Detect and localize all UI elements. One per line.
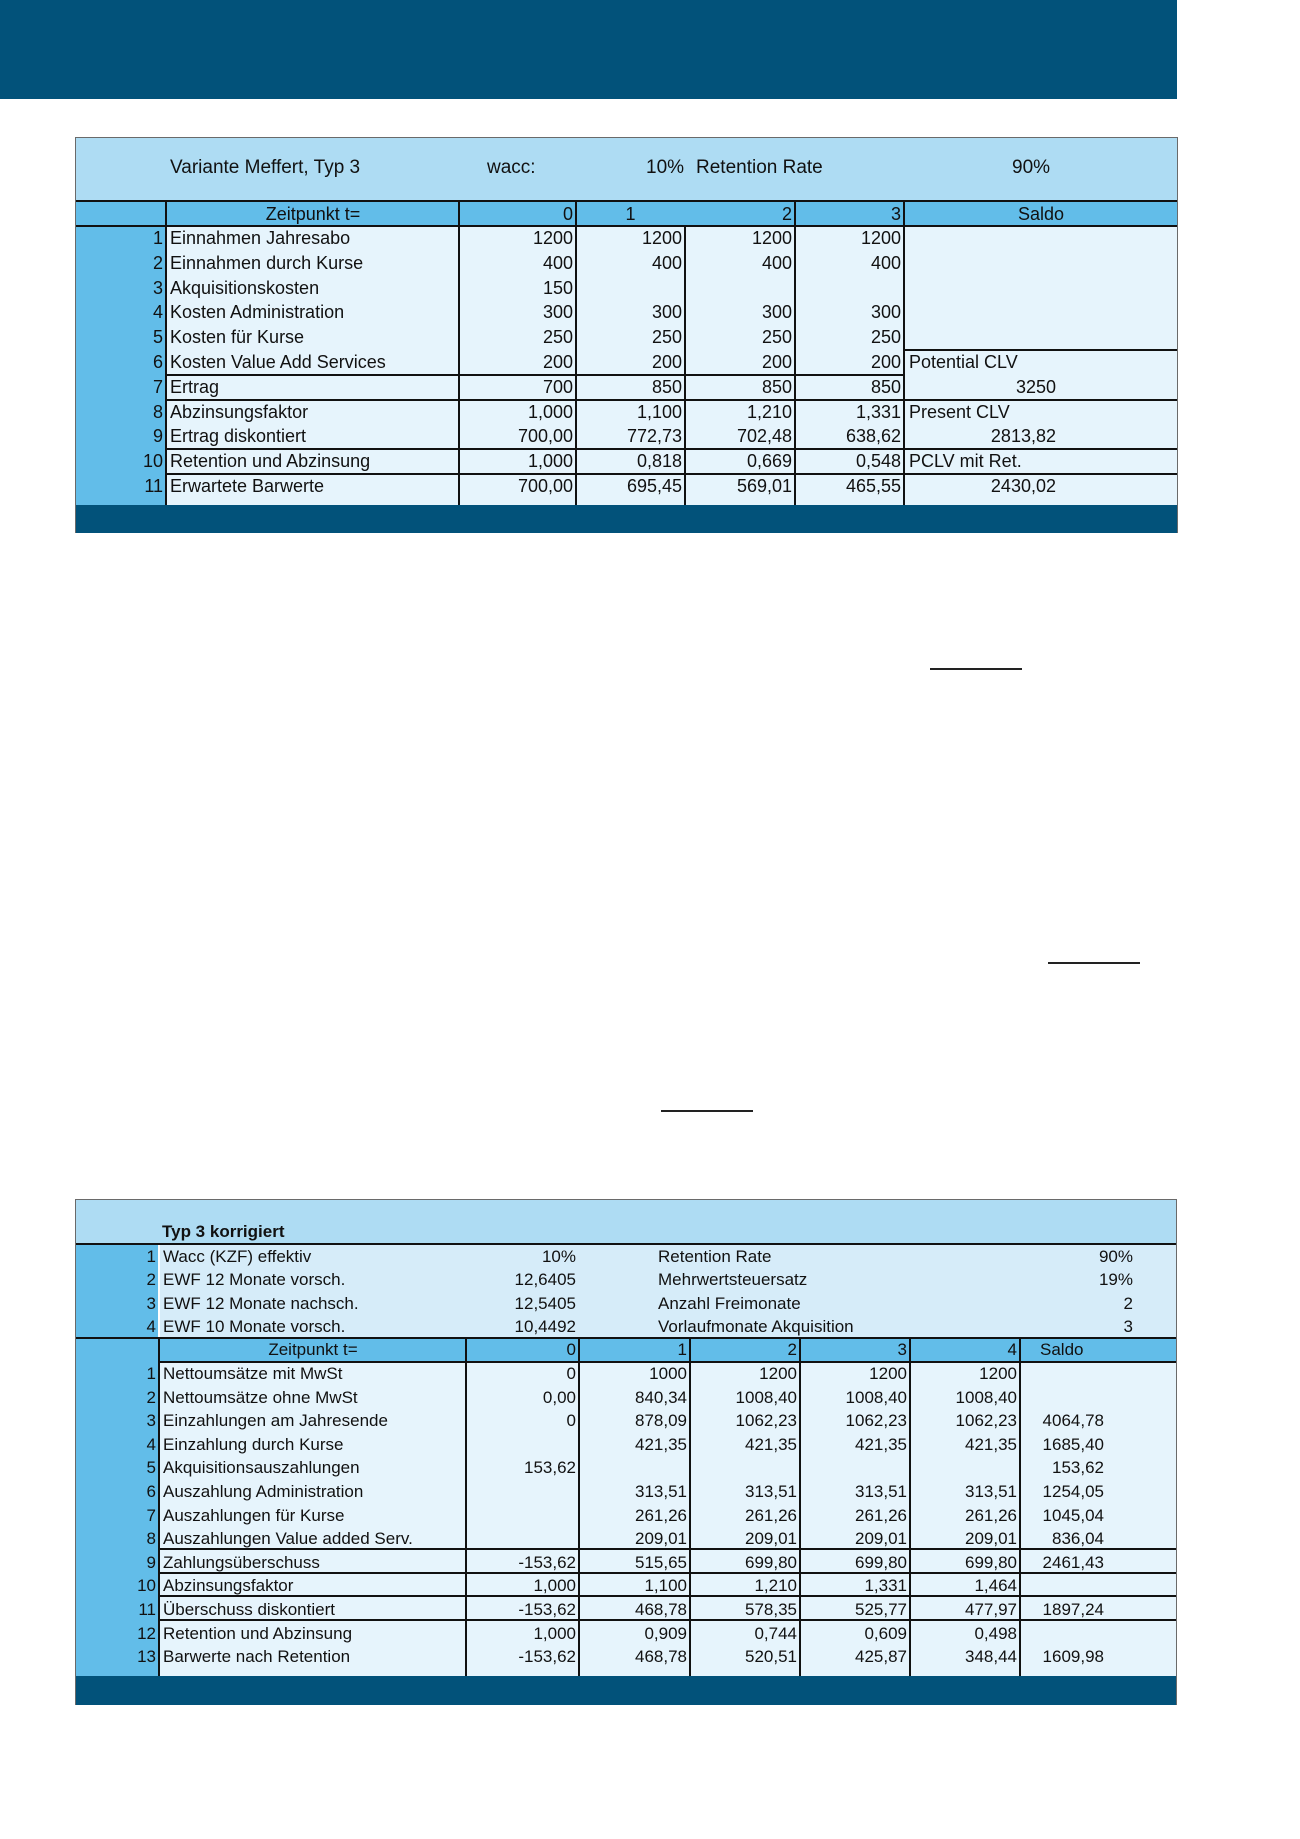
- cell-t3: 261,26: [855, 1505, 907, 1525]
- cell-t2: 1062,23: [735, 1411, 797, 1431]
- saldo-value: 4064,78: [1042, 1411, 1104, 1431]
- table-variante-meffert: [75, 137, 1178, 533]
- cell-t1: 850: [651, 376, 682, 397]
- cell-t3: 421,35: [855, 1434, 907, 1454]
- cell-t4: 477,97: [965, 1600, 1017, 1619]
- header-col-3: 3: [897, 1340, 907, 1359]
- param-number: 4: [146, 1317, 156, 1337]
- cell-t2: 569,01: [736, 476, 792, 496]
- cell-t3: 200: [870, 352, 901, 372]
- cell-t0: 700: [542, 376, 573, 397]
- cell-t0: 1,000: [527, 451, 573, 472]
- title-band: [76, 1200, 1176, 1244]
- cell-t0: 150: [542, 277, 573, 298]
- row-label: Nettoumsätze ohne MwSt: [163, 1387, 358, 1407]
- underline-mark: [930, 668, 1022, 670]
- cell-t4: 313,51: [965, 1482, 1017, 1501]
- param-label: EWF 12 Monate vorsch.: [163, 1270, 346, 1290]
- cell-t0: 1,000: [533, 1623, 576, 1643]
- cell-t1: 209,01: [635, 1529, 687, 1549]
- bottom-band: [76, 505, 1177, 533]
- cell-t0: 1200: [532, 228, 573, 248]
- cell-t1: 695,45: [626, 476, 682, 496]
- cell-t1: 200: [651, 352, 682, 372]
- divider: [76, 1337, 1176, 1339]
- cell-t1: 0,909: [644, 1623, 687, 1643]
- row-number: 6: [146, 1482, 156, 1501]
- cell-t3: 0,548: [855, 451, 901, 472]
- cell-t2: 209,01: [745, 1529, 797, 1549]
- saldo-label: PCLV mit Ret.: [909, 451, 1022, 472]
- param-number: 2: [146, 1270, 156, 1290]
- wacc-value: 10%: [646, 157, 685, 178]
- table-title: Typ 3 korrigiert: [162, 1222, 285, 1241]
- cell-t1: 515,65: [635, 1552, 687, 1572]
- saldo-value: 3250: [1015, 376, 1056, 397]
- saldo-value: 2813,82: [990, 426, 1056, 447]
- row-label: Einnahmen durch Kurse: [170, 252, 364, 273]
- row-label: Retention und Abzinsung: [163, 1623, 353, 1643]
- row-number: 8: [146, 1529, 156, 1549]
- saldo-value: 1897,24: [1042, 1600, 1104, 1619]
- header-col-1: 1: [625, 204, 636, 224]
- cell-t3: 1,331: [855, 401, 901, 422]
- row-label: Überschuss diskontiert: [163, 1600, 335, 1619]
- cell-t0: 153,62: [524, 1458, 576, 1478]
- cell-t1: 772,73: [626, 426, 682, 447]
- cell-t4: 0,498: [974, 1623, 1017, 1643]
- cell-t0: 300: [542, 302, 573, 323]
- header-col-0: 0: [566, 1340, 576, 1359]
- row-label: Kosten Value Add Services: [170, 352, 386, 372]
- header-col-0: 0: [562, 204, 573, 224]
- saldo-label: Potential CLV: [909, 352, 1018, 372]
- row-label: Ertrag: [170, 376, 220, 397]
- param-label: EWF 10 Monate vorsch.: [163, 1317, 346, 1337]
- param-label: Wacc (KZF) effektiv: [163, 1247, 312, 1266]
- cell-t0: 700,00: [517, 476, 573, 496]
- bottom-band: [76, 1676, 1176, 1705]
- cell-t3: 400: [870, 252, 901, 273]
- row-number: 3: [152, 277, 163, 298]
- saldo-value: 1045,04: [1042, 1505, 1104, 1525]
- row-number: 5: [146, 1458, 156, 1478]
- row-number: 9: [152, 426, 163, 447]
- row-label: Kosten Administration: [170, 302, 345, 323]
- row-label: Abzinsungsfaktor: [163, 1576, 294, 1596]
- cell-t3: 638,62: [845, 426, 901, 447]
- row-label: Retention und Abzinsung: [170, 451, 371, 472]
- cell-t3: 209,01: [855, 1529, 907, 1549]
- row-number: 12: [137, 1623, 156, 1643]
- header-col-2: 2: [781, 204, 792, 224]
- cell-t0: 250: [542, 327, 573, 348]
- cell-t1: 468,78: [635, 1647, 687, 1667]
- param-value: 12,5405: [514, 1293, 576, 1313]
- row-label: Einzahlung durch Kurse: [163, 1434, 344, 1454]
- cell-t3: 1,331: [864, 1576, 907, 1596]
- param-value-2: 19%: [1098, 1270, 1133, 1290]
- row-number: 8: [152, 401, 163, 422]
- cell-t2: 702,48: [736, 426, 792, 447]
- saldo-value: 2430,02: [990, 476, 1056, 496]
- row-number: 7: [146, 1505, 156, 1525]
- row-number: 4: [152, 302, 163, 323]
- header-col-1: 1: [677, 1340, 687, 1359]
- saldo-value: 1254,05: [1042, 1482, 1104, 1501]
- header-zeitpunkt: Zeitpunkt t=: [268, 1340, 358, 1359]
- param-label-2: Vorlaufmonate Akquisition: [658, 1317, 854, 1337]
- row-label: Abzinsungsfaktor: [170, 401, 309, 422]
- saldo-label: Present CLV: [909, 401, 1010, 422]
- cell-t2: 1200: [759, 1364, 797, 1383]
- underline-mark: [1048, 962, 1140, 964]
- cell-t3: 1200: [860, 228, 901, 248]
- cell-t3: 300: [870, 302, 901, 323]
- cell-t2: 261,26: [745, 1505, 797, 1525]
- param-label-2: Anzahl Freimonate: [658, 1293, 801, 1313]
- cell-t0: 200: [542, 352, 573, 372]
- param-label: EWF 12 Monate nachsch.: [163, 1293, 359, 1313]
- header-col-3: 3: [890, 204, 901, 224]
- param-value: 10,4492: [514, 1317, 576, 1337]
- cell-t1: 261,26: [635, 1505, 687, 1525]
- row-number: 9: [146, 1552, 156, 1572]
- cell-t3: 313,51: [855, 1482, 907, 1501]
- cell-t0: 400: [542, 252, 573, 273]
- cell-t2: 1,210: [746, 401, 792, 422]
- header-saldo: Saldo: [1040, 1340, 1084, 1359]
- cell-t4: 1008,40: [955, 1387, 1017, 1407]
- cell-t1: 468,78: [635, 1600, 687, 1619]
- row-label: Akquisitionskosten: [170, 277, 320, 298]
- divider: [76, 200, 1177, 202]
- cell-t4: 1,464: [974, 1576, 1017, 1596]
- cell-t3: 465,55: [845, 476, 901, 496]
- cell-t3: 525,77: [855, 1600, 907, 1619]
- top-header-bar: [0, 0, 1177, 99]
- row-label: Einzahlungen am Jahresende: [163, 1411, 388, 1431]
- cell-t2: 421,35: [745, 1434, 797, 1454]
- cell-t4: 699,80: [965, 1552, 1017, 1572]
- cell-t1: 1,100: [644, 1576, 687, 1596]
- cell-t1: 300: [651, 302, 682, 323]
- cell-t2: 0,669: [746, 451, 792, 472]
- cell-t4: 1200: [979, 1364, 1017, 1383]
- param-value-2: 90%: [1098, 1247, 1133, 1266]
- cell-t3: 1008,40: [845, 1387, 907, 1407]
- retention-rate-label: Retention Rate: [696, 157, 823, 178]
- header-zeitpunkt: Zeitpunkt t=: [265, 204, 361, 224]
- row-number: 5: [152, 327, 163, 348]
- row-number: 13: [137, 1647, 156, 1667]
- cell-t2: 200: [761, 352, 792, 372]
- row-number: 1: [146, 1364, 156, 1383]
- row-number: 2: [146, 1387, 156, 1407]
- cell-t1: 0,818: [636, 451, 682, 472]
- row-label: Auszahlungen Value added Serv.: [163, 1529, 413, 1549]
- cell-t1: 421,35: [635, 1434, 687, 1454]
- cell-t0: 0: [566, 1411, 576, 1431]
- saldo-value: 1685,40: [1042, 1434, 1104, 1454]
- row-number: 6: [152, 352, 163, 372]
- saldo-value: 2461,43: [1042, 1552, 1104, 1572]
- param-number: 3: [146, 1293, 156, 1313]
- cell-t4: 1062,23: [955, 1411, 1017, 1431]
- row-label: Kosten für Kurse: [170, 327, 305, 348]
- cell-t3: 425,87: [855, 1647, 907, 1667]
- table-title: Variante Meffert, Typ 3: [170, 157, 361, 178]
- cell-t0: -153,62: [518, 1647, 576, 1667]
- wacc-label: wacc:: [487, 157, 536, 178]
- row-label: Barwerte nach Retention: [163, 1647, 351, 1667]
- header-saldo: Saldo: [1017, 204, 1065, 224]
- cell-t3: 250: [870, 327, 901, 348]
- cell-t0: 0: [566, 1364, 576, 1383]
- row-number: 7: [152, 376, 163, 397]
- header-col-2: 2: [787, 1340, 797, 1359]
- row-number: 11: [144, 476, 163, 496]
- param-value: 12,6405: [514, 1270, 576, 1290]
- cell-t1: 313,51: [635, 1482, 687, 1501]
- param-number: 1: [146, 1247, 156, 1266]
- cell-t3: 1062,23: [845, 1411, 907, 1431]
- param-value-2: 2: [1123, 1293, 1133, 1313]
- row-label: Zahlungsüberschuss: [163, 1552, 320, 1572]
- param-label-2: Retention Rate: [658, 1247, 772, 1266]
- cell-t0: 0,00: [542, 1387, 576, 1407]
- row-number: 10: [142, 451, 163, 472]
- cell-t2: 578,35: [745, 1600, 797, 1619]
- row-label: Erwartete Barwerte: [170, 476, 325, 496]
- row-label: Auszahlung Administration: [163, 1482, 364, 1501]
- cell-t2: 400: [761, 252, 792, 273]
- param-label-2: Mehrwertsteuersatz: [658, 1270, 808, 1290]
- row-label: Ertrag diskontiert: [170, 426, 307, 447]
- table-typ3-korrigiert: [75, 1199, 1177, 1705]
- header-col-4: 4: [1007, 1340, 1017, 1359]
- cell-t3: 850: [870, 376, 901, 397]
- cell-t1: 840,34: [635, 1387, 687, 1407]
- cell-t1: 1200: [641, 228, 682, 248]
- cell-t0: 1,000: [533, 1576, 576, 1596]
- retention-rate-value: 90%: [1012, 157, 1051, 178]
- row-label: Akquisitionsauszahlungen: [163, 1458, 360, 1478]
- cell-t4: 348,44: [965, 1647, 1017, 1667]
- cell-t4: 421,35: [965, 1434, 1017, 1454]
- cell-t3: 0,609: [864, 1623, 907, 1643]
- row-number: 1: [152, 228, 163, 248]
- cell-t4: 209,01: [965, 1529, 1017, 1549]
- saldo-value: 1609,98: [1042, 1647, 1104, 1667]
- title-band: [76, 138, 1177, 201]
- cell-t0: 1,000: [527, 401, 573, 422]
- cell-t0: 700,00: [517, 426, 573, 447]
- cell-t3: 699,80: [855, 1552, 907, 1572]
- cell-t2: 850: [761, 376, 792, 397]
- cell-t2: 520,51: [745, 1647, 797, 1667]
- cell-t2: 1,210: [754, 1576, 797, 1596]
- row-label: Auszahlungen für Kurse: [163, 1505, 345, 1525]
- cell-t2: 1008,40: [735, 1387, 797, 1407]
- row-label: Einnahmen Jahresabo: [170, 228, 351, 248]
- param-value-2: 3: [1123, 1317, 1133, 1337]
- cell-t0: -153,62: [518, 1552, 576, 1572]
- cell-t1: 878,09: [635, 1411, 687, 1431]
- row-number: 10: [137, 1576, 156, 1596]
- saldo-value: 836,04: [1052, 1529, 1104, 1549]
- cell-t2: 0,744: [754, 1623, 797, 1643]
- cell-t2: 300: [761, 302, 792, 323]
- cell-t2: 250: [761, 327, 792, 348]
- cell-t1: 1,100: [636, 401, 682, 422]
- row-number: 4: [146, 1434, 156, 1454]
- row-label: Nettoumsätze mit MwSt: [163, 1364, 343, 1383]
- cell-t2: 699,80: [745, 1552, 797, 1572]
- cell-t1: 250: [651, 327, 682, 348]
- row-number: 3: [146, 1411, 156, 1431]
- row-number: 2: [152, 252, 163, 273]
- cell-t1: 400: [651, 252, 682, 273]
- underline-mark: [661, 1110, 753, 1112]
- row-number: 11: [138, 1600, 156, 1619]
- cell-t3: 1200: [869, 1364, 907, 1383]
- saldo-value: 153,62: [1052, 1458, 1104, 1478]
- cell-t4: 261,26: [965, 1505, 1017, 1525]
- cell-t2: 313,51: [745, 1482, 797, 1501]
- cell-t2: 1200: [751, 228, 792, 248]
- param-value: 10%: [541, 1247, 576, 1266]
- cell-t1: 1000: [649, 1364, 687, 1383]
- cell-t0: -153,62: [518, 1600, 576, 1619]
